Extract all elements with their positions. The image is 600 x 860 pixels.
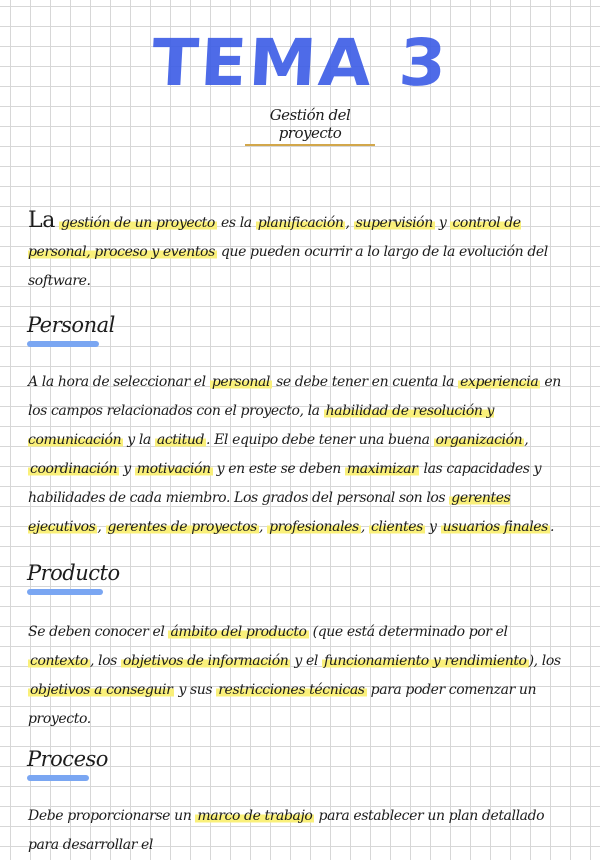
body-text: , xyxy=(524,432,529,448)
body-text: y xyxy=(434,215,451,231)
body-text: , los xyxy=(89,653,121,669)
highlighted-text: habilidad de resolución y comunicación xyxy=(28,403,495,448)
section-heading-producto: Producto xyxy=(27,560,120,595)
body-text: , xyxy=(258,519,268,535)
heading-underline xyxy=(27,589,103,595)
producto-paragraph xyxy=(28,618,576,734)
highlighted-text: planificación xyxy=(257,215,344,231)
body-text: Debe proporcionarse un xyxy=(28,808,196,824)
highlighted-text: gerentes ejecutivos xyxy=(28,490,511,535)
highlighted-text: motivación xyxy=(136,461,211,477)
section-heading-personal: Personal xyxy=(27,312,115,347)
highlighted-text: clientes xyxy=(370,519,423,535)
heading-underline xyxy=(27,341,99,347)
body-text: que pueden ocurrir a lo largo de la evolución del software. xyxy=(28,244,548,289)
personal-paragraph xyxy=(28,368,576,542)
proceso-paragraph xyxy=(28,802,576,860)
heading-underline xyxy=(27,775,89,781)
body-text: es la xyxy=(216,215,256,231)
body-text: se debe tener en cuenta la xyxy=(272,374,459,390)
highlighted-text: actitud xyxy=(156,432,205,448)
body-text: para poder comenzar un proyecto. xyxy=(28,682,537,727)
body-text: las capacidades y habilidades de cada miembro. Los grados del personal son los xyxy=(28,461,542,506)
highlighted-text: control de personal, proceso y eventos xyxy=(28,215,521,260)
highlighted-text: objetivos a conseguir xyxy=(30,682,173,698)
highlighted-text: gestión de un proyecto xyxy=(60,215,215,231)
highlighted-text: coordinación xyxy=(30,461,118,477)
body-text: y sus xyxy=(174,682,217,698)
highlighted-text: funcionamiento y rendimiento xyxy=(324,653,527,669)
highlighted-text: personal xyxy=(211,374,271,390)
highlighted-text: marco de trabajo xyxy=(197,808,313,824)
body-text: para establecer un plan detallado para desarrollar el xyxy=(28,808,545,853)
body-text: y la xyxy=(123,432,155,448)
body-text: y en este se deben xyxy=(212,461,345,477)
highlighted-text: organización xyxy=(435,432,523,448)
highlighted-text: usuarios finales xyxy=(442,519,548,535)
body-text: ), los xyxy=(528,653,561,669)
body-text: y xyxy=(119,461,135,477)
body-text: , xyxy=(360,519,369,535)
intro-paragraph xyxy=(28,206,576,296)
body-text: (que está determinado por el xyxy=(308,624,508,640)
highlighted-text: objetivos de información xyxy=(123,653,289,669)
highlighted-text: restricciones técnicas xyxy=(218,682,365,698)
intro-initial: La xyxy=(28,208,55,233)
highlighted-text: experiencia xyxy=(460,374,539,390)
highlighted-text: gerentes de proyectos xyxy=(107,519,257,535)
highlighted-text: profesionales xyxy=(269,519,359,535)
body-text: y xyxy=(424,519,441,535)
highlighted-text: contexto xyxy=(30,653,88,669)
section-heading-proceso: Proceso xyxy=(27,746,108,781)
body-text: en los campos relacionados con el proyecto, la xyxy=(28,374,561,419)
body-text: A la hora de seleccionar el xyxy=(28,374,210,390)
page-subtitle: Gestión del proyecto xyxy=(245,106,375,146)
body-text: , xyxy=(97,519,106,535)
highlighted-text: maximizar xyxy=(346,461,418,477)
body-text: . xyxy=(549,519,555,535)
page-title: TEMA 3 xyxy=(149,26,451,102)
body-text: y el xyxy=(290,653,322,669)
body-text: Se deben conocer el xyxy=(28,624,169,640)
highlighted-text: ámbito del producto xyxy=(170,624,307,640)
body-text: , xyxy=(345,215,354,231)
body-text: . El equipo debe tener una buena xyxy=(206,432,434,448)
highlighted-text: supervisión xyxy=(355,215,433,231)
